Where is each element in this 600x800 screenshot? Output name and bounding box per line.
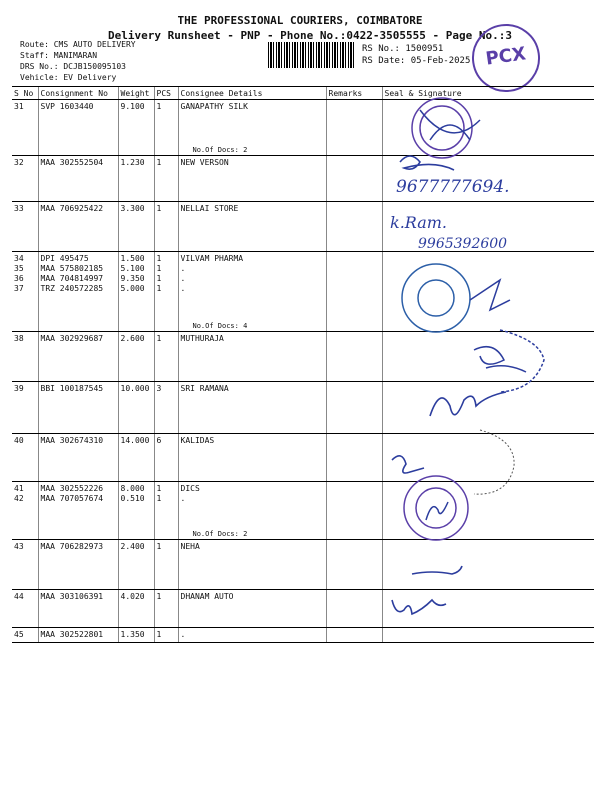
sno-value: 35 bbox=[14, 264, 24, 273]
cell-remarks bbox=[326, 252, 382, 332]
cell-pcs bbox=[154, 540, 178, 590]
cons-value: MAA 704814997 bbox=[40, 274, 104, 283]
cell-signature bbox=[382, 202, 594, 252]
pcs-value: 1 bbox=[156, 264, 162, 273]
docs-count: No.Of Docs: 4 bbox=[192, 322, 248, 330]
sno-value: 31 bbox=[14, 102, 24, 111]
wt-value: 0.510 bbox=[120, 494, 145, 503]
cell-consignee bbox=[178, 434, 326, 482]
cell-remarks bbox=[326, 332, 382, 382]
cell-sno bbox=[12, 100, 38, 156]
cell-wt bbox=[118, 252, 154, 332]
cell-wt bbox=[118, 202, 154, 252]
cell-wt bbox=[118, 100, 154, 156]
cell-remarks bbox=[326, 156, 382, 202]
sno-value: 44 bbox=[14, 592, 24, 601]
wt-value: 5.100 bbox=[120, 264, 145, 273]
table-row bbox=[12, 202, 594, 252]
sno-value: 34 bbox=[14, 254, 24, 263]
col-sno: S No bbox=[12, 87, 38, 100]
cell-pcs bbox=[154, 332, 178, 382]
cell-wt bbox=[118, 382, 154, 434]
pcs-value: 1 bbox=[156, 334, 162, 343]
cell-pcs bbox=[154, 156, 178, 202]
wt-value: 9.100 bbox=[120, 102, 145, 111]
pcs-value: 6 bbox=[156, 436, 162, 445]
cell-sno bbox=[12, 628, 38, 643]
wt-value: 2.600 bbox=[120, 334, 145, 343]
cell-cons bbox=[38, 590, 118, 628]
cell-signature bbox=[382, 100, 594, 156]
barcode bbox=[268, 42, 356, 68]
consignee-name: SRI RAMANA bbox=[180, 384, 229, 393]
wt-value: 9.350 bbox=[120, 274, 145, 283]
cons-value: MAA 575802185 bbox=[40, 264, 104, 273]
cons-value: MAA 302552226 bbox=[40, 484, 104, 493]
cell-pcs bbox=[154, 590, 178, 628]
cell-wt bbox=[118, 540, 154, 590]
cell-remarks bbox=[326, 382, 382, 434]
cons-value: DPI 495475 bbox=[40, 254, 89, 263]
cell-remarks bbox=[326, 628, 382, 643]
cell-consignee bbox=[178, 482, 326, 540]
cell-wt bbox=[118, 482, 154, 540]
cell-consignee bbox=[178, 156, 326, 202]
drs-label: DRS No.: DCJB150095103 bbox=[20, 62, 126, 71]
consignee-name: NEHA bbox=[180, 542, 200, 551]
docs-count: No.Of Docs: 2 bbox=[192, 146, 248, 154]
wt-value: 2.400 bbox=[120, 542, 145, 551]
cons-value: MAA 706925422 bbox=[40, 204, 104, 213]
vehicle-label: Vehicle: EV Delivery bbox=[20, 73, 117, 82]
table-row bbox=[12, 156, 594, 202]
pcs-value: 3 bbox=[156, 384, 162, 393]
cell-sno bbox=[12, 332, 38, 382]
pcs-value: 1 bbox=[156, 284, 162, 293]
cell-signature bbox=[382, 590, 594, 628]
sno-value: 36 bbox=[14, 274, 24, 283]
col-weight: Weight bbox=[118, 87, 154, 100]
cell-signature bbox=[382, 482, 594, 540]
cell-remarks bbox=[326, 590, 382, 628]
runsheet-subtitle: Delivery Runsheet - PNP - Phone No.:0422-3505555 - Page No.:3 bbox=[108, 29, 512, 42]
consignee-extra: . bbox=[180, 274, 186, 283]
table-row bbox=[12, 628, 594, 643]
consignee-name: DICS bbox=[180, 484, 200, 493]
cell-signature bbox=[382, 628, 594, 643]
cons-value: MAA 706282973 bbox=[40, 542, 104, 551]
consignee-name: KALIDAS bbox=[180, 436, 215, 445]
cell-sno bbox=[12, 382, 38, 434]
cons-value: MAA 302552504 bbox=[40, 158, 104, 167]
runsheet-table bbox=[12, 86, 594, 643]
pcs-value: 1 bbox=[156, 254, 162, 263]
consignee-name: DHANAM AUTO bbox=[180, 592, 234, 601]
handwritten-name-33: k.Ram. bbox=[390, 213, 447, 232]
col-remarks: Remarks bbox=[326, 87, 382, 100]
cell-remarks bbox=[326, 482, 382, 540]
rs-date: RS Date: 05-Feb-2025 bbox=[362, 56, 471, 66]
wt-value: 3.300 bbox=[120, 204, 145, 213]
cell-signature bbox=[382, 252, 594, 332]
cell-pcs bbox=[154, 382, 178, 434]
cell-consignee bbox=[178, 628, 326, 643]
cell-signature bbox=[382, 332, 594, 382]
table-header bbox=[12, 87, 594, 100]
staff-label: Staff: MANIMARAN bbox=[20, 51, 98, 60]
cell-sno bbox=[12, 434, 38, 482]
cons-value: MAA 302929687 bbox=[40, 334, 104, 343]
cons-value: MAA 303106391 bbox=[40, 592, 104, 601]
table-row bbox=[12, 482, 594, 540]
wt-value: 10.000 bbox=[120, 384, 150, 393]
cons-value: MAA 707057674 bbox=[40, 494, 104, 503]
cell-wt bbox=[118, 332, 154, 382]
pcs-value: 1 bbox=[156, 204, 162, 213]
pcs-value: 1 bbox=[156, 592, 162, 601]
cons-value: BBI 100187545 bbox=[40, 384, 104, 393]
wt-value: 1.500 bbox=[120, 254, 145, 263]
cell-consignee bbox=[178, 540, 326, 590]
cell-pcs bbox=[154, 100, 178, 156]
table-row bbox=[12, 590, 594, 628]
consignee-extra: . bbox=[180, 264, 186, 273]
cell-signature bbox=[382, 156, 594, 202]
cell-sno bbox=[12, 482, 38, 540]
cell-cons bbox=[38, 332, 118, 382]
cell-remarks bbox=[326, 434, 382, 482]
table-row bbox=[12, 332, 594, 382]
wt-value: 5.000 bbox=[120, 284, 145, 293]
pcs-value: 1 bbox=[156, 542, 162, 551]
cons-value: MAA 302674310 bbox=[40, 436, 104, 445]
cell-cons bbox=[38, 100, 118, 156]
col-consignment: Consignment No bbox=[38, 87, 118, 100]
handwritten-phone-33: 9965392600 bbox=[418, 236, 508, 252]
cell-sno bbox=[12, 252, 38, 332]
cell-signature bbox=[382, 540, 594, 590]
cell-sno bbox=[12, 590, 38, 628]
consignee-name: . bbox=[180, 630, 186, 639]
cell-consignee bbox=[178, 332, 326, 382]
pcs-value: 1 bbox=[156, 158, 162, 167]
cell-remarks bbox=[326, 540, 382, 590]
consignee-name: VILVAM PHARMA bbox=[180, 254, 244, 263]
cons-value: SVP 1603440 bbox=[40, 102, 94, 111]
table-row bbox=[12, 540, 594, 590]
cell-cons bbox=[38, 628, 118, 643]
sno-value: 39 bbox=[14, 384, 24, 393]
consignee-extra: . bbox=[180, 494, 186, 503]
cell-sno bbox=[12, 156, 38, 202]
table-row bbox=[12, 100, 594, 156]
cell-signature bbox=[382, 382, 594, 434]
cell-pcs bbox=[154, 202, 178, 252]
handwritten-phone-32: 9677777694. bbox=[396, 177, 510, 197]
cell-consignee bbox=[178, 100, 326, 156]
cell-pcs bbox=[154, 252, 178, 332]
sno-value: 41 bbox=[14, 484, 24, 493]
pcs-value: 1 bbox=[156, 630, 162, 639]
cell-consignee bbox=[178, 252, 326, 332]
cons-value: TRZ 240572285 bbox=[40, 284, 104, 293]
cell-consignee bbox=[178, 382, 326, 434]
wt-value: 1.350 bbox=[120, 630, 145, 639]
wt-value: 8.000 bbox=[120, 484, 145, 493]
cell-wt bbox=[118, 434, 154, 482]
cell-consignee bbox=[178, 590, 326, 628]
cell-cons bbox=[38, 382, 118, 434]
cell-pcs bbox=[154, 482, 178, 540]
consignee-name: MUTHURAJA bbox=[180, 334, 224, 343]
consignee-name: NELLAI STORE bbox=[180, 204, 239, 213]
cell-signature bbox=[382, 434, 594, 482]
consignee-extra: . bbox=[180, 284, 186, 293]
cell-sno bbox=[12, 540, 38, 590]
cell-cons bbox=[38, 540, 118, 590]
sno-value: 33 bbox=[14, 204, 24, 213]
table-row bbox=[12, 434, 594, 482]
cell-cons bbox=[38, 156, 118, 202]
table-row bbox=[12, 252, 594, 332]
sno-value: 45 bbox=[14, 630, 24, 639]
pcs-value: 1 bbox=[156, 494, 162, 503]
cell-remarks bbox=[326, 202, 382, 252]
sno-value: 37 bbox=[14, 284, 24, 293]
cell-consignee bbox=[178, 202, 326, 252]
cell-cons bbox=[38, 482, 118, 540]
company-title: THE PROFESSIONAL COURIERS, COIMBATORE bbox=[177, 14, 423, 27]
cell-cons bbox=[38, 434, 118, 482]
cell-wt bbox=[118, 628, 154, 643]
cell-sno bbox=[12, 202, 38, 252]
cell-cons bbox=[38, 202, 118, 252]
sno-value: 42 bbox=[14, 494, 24, 503]
sno-value: 40 bbox=[14, 436, 24, 445]
cell-wt bbox=[118, 590, 154, 628]
pcx-stamp-text: PCX bbox=[484, 43, 528, 70]
wt-value: 1.230 bbox=[120, 158, 145, 167]
col-signature: Seal & Signature bbox=[382, 87, 594, 100]
consignee-name: GANAPATHY SILK bbox=[180, 102, 248, 111]
sno-value: 38 bbox=[14, 334, 24, 343]
cell-wt bbox=[118, 156, 154, 202]
wt-value: 4.020 bbox=[120, 592, 145, 601]
docs-count: No.Of Docs: 2 bbox=[192, 530, 248, 538]
sno-value: 32 bbox=[14, 158, 24, 167]
cell-remarks bbox=[326, 100, 382, 156]
consignee-name: NEW VERSON bbox=[180, 158, 229, 167]
cons-value: MAA 302522801 bbox=[40, 630, 104, 639]
pcs-value: 1 bbox=[156, 484, 162, 493]
route-label: Route: CMS AUTO DELIVERY bbox=[20, 40, 136, 49]
cell-cons bbox=[38, 252, 118, 332]
pcs-value: 1 bbox=[156, 274, 162, 283]
pcs-value: 1 bbox=[156, 102, 162, 111]
wt-value: 14.000 bbox=[120, 436, 150, 445]
sno-value: 43 bbox=[14, 542, 24, 551]
rs-no: RS No.: 1500951 bbox=[362, 44, 444, 54]
cell-pcs bbox=[154, 434, 178, 482]
col-consignee: Consignee Details bbox=[178, 87, 326, 100]
table-row bbox=[12, 382, 594, 434]
col-pcs: PCS bbox=[154, 87, 178, 100]
cell-pcs bbox=[154, 628, 178, 643]
